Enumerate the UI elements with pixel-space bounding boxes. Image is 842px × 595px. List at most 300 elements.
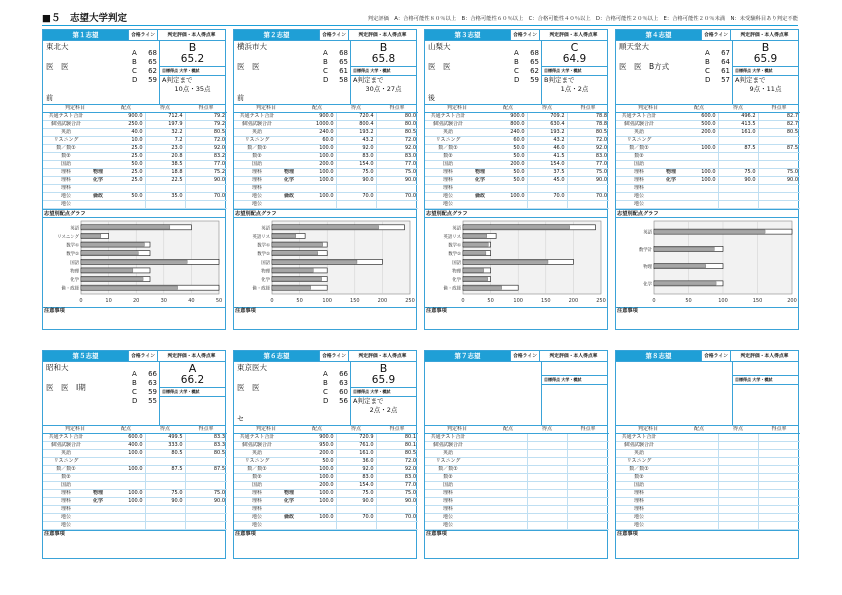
rate-cell (758, 161, 800, 169)
subsubject-cell: 物理 (280, 490, 298, 498)
rate-cell: 77.0 (376, 161, 418, 169)
points-cell: 950.0 (298, 442, 336, 450)
target-subhead: 目標得点 大学・模試 (351, 388, 416, 397)
points-cell: 25.0 (107, 145, 145, 153)
table-row (43, 137, 227, 145)
pass-line-label: 合格ライン (510, 351, 539, 361)
score-cell (145, 514, 185, 522)
points-cell: 600.0 (107, 434, 145, 442)
verdict-label: 判定評価・本人得点率 (157, 30, 225, 40)
bar-label: 化学 (452, 278, 461, 284)
table-row (43, 193, 227, 201)
score-cell (527, 506, 567, 514)
table-row (234, 466, 418, 474)
x-tick-label: 150 (541, 298, 551, 304)
score-cell: 154.0 (336, 482, 376, 490)
points-cell (680, 474, 718, 482)
points-cell (489, 498, 527, 506)
table-row (425, 458, 609, 466)
bar-label: 化学 (70, 278, 79, 284)
points-cell (298, 201, 336, 209)
judgement-box (732, 41, 798, 105)
pass-line-value: 62 (530, 67, 539, 75)
pass-line-value: 64 (721, 58, 730, 66)
rate-cell (758, 474, 800, 482)
score-cell (527, 185, 567, 193)
subsubject-cell (471, 129, 489, 137)
subsubject-cell (280, 153, 298, 161)
score-cell (718, 137, 758, 145)
rate-cell: 87.5 (185, 466, 227, 474)
subsubject-cell (471, 474, 489, 482)
subsubject-cell (89, 113, 107, 121)
department-name: 医 医 (237, 383, 260, 392)
table-row (234, 522, 418, 530)
subject-cell: 理科 (234, 169, 280, 177)
subject-cell: 共通テスト合計 (234, 434, 280, 442)
score-cell: 720.9 (336, 434, 376, 442)
subject-cell: 地公 (43, 522, 89, 530)
x-tick-label: 100 (513, 298, 523, 304)
points-cell: 100.0 (298, 514, 336, 522)
score-cell (145, 522, 185, 530)
points-cell: 25.0 (107, 169, 145, 177)
table-row (425, 145, 609, 153)
subject-cell: 個別試験合計 (616, 121, 662, 129)
pass-line-grade: B (514, 58, 519, 66)
subject-cell: 数／数① (616, 466, 662, 474)
bar-label: 数学② (257, 252, 270, 258)
subsubject-cell (471, 442, 489, 450)
table-row (616, 129, 800, 137)
bar-score (463, 269, 484, 272)
x-tick-label: 40 (188, 298, 195, 304)
points-needed: 1点・2点 (560, 85, 589, 93)
subsubject-cell (280, 482, 298, 490)
subsubject-cell: 倫政 (280, 193, 298, 201)
subsubject-cell (662, 185, 680, 193)
score-cell (718, 201, 758, 209)
subsubject-cell: 化学 (89, 177, 107, 185)
pass-line-value: 57 (721, 76, 730, 84)
score-bar-chart (425, 218, 607, 307)
rate-cell: 82.7 (758, 113, 800, 121)
pass-line-grade: B (323, 379, 328, 387)
rate-cell: 72.0 (376, 458, 418, 466)
table-row (234, 153, 418, 161)
next-grade-label: A判定まで (162, 76, 193, 84)
score-table (425, 426, 609, 530)
column-header: 配点 (298, 426, 336, 434)
subsubject-cell (280, 434, 298, 442)
bar-label: 国語 (70, 260, 79, 266)
table-row (616, 522, 800, 530)
pass-line-grade: B (705, 58, 710, 66)
rate-cell (758, 506, 800, 514)
score-cell: 75.0 (336, 490, 376, 498)
pass-line-row (514, 388, 539, 397)
rate-cell (758, 514, 800, 522)
points-cell: 240.0 (298, 129, 336, 137)
bar-score (81, 234, 101, 237)
subsubject-cell (662, 137, 680, 145)
table-header-row (616, 426, 800, 434)
score-cell: 23.0 (145, 145, 185, 153)
subject-cell: 英語 (234, 450, 280, 458)
bar-label: 物理 (261, 269, 270, 275)
rate-cell: 79.2 (185, 121, 227, 129)
rate-cell (185, 474, 227, 482)
x-tick-label: 200 (377, 298, 388, 304)
notes-heading: 注意事項 (425, 530, 607, 538)
score-cell (718, 466, 758, 474)
subject-cell: 英語 (425, 450, 471, 458)
score-cell (527, 498, 567, 506)
column-header: 得点 (145, 426, 185, 434)
table-row (425, 201, 609, 209)
university-name: 東京医大 (237, 363, 267, 372)
rate-cell (567, 434, 609, 442)
table-row (43, 522, 227, 530)
bar-label: 英語 (70, 226, 79, 232)
column-header: 得点 (527, 426, 567, 434)
rate-cell (567, 498, 609, 506)
score-cell (718, 506, 758, 514)
subsubject-cell (280, 161, 298, 169)
score-cell: 46.0 (527, 145, 567, 153)
points-cell: 900.0 (489, 113, 527, 121)
column-header: 得点 (527, 105, 567, 113)
subsubject-cell (280, 450, 298, 458)
x-tick-label: 0 (270, 298, 274, 304)
rate-cell: 70.0 (376, 514, 418, 522)
points-cell (680, 450, 718, 458)
points-cell: 100.0 (298, 466, 336, 474)
table-row (234, 113, 418, 121)
exam-schedule: 前 (46, 94, 53, 102)
rate-cell (758, 442, 800, 450)
subject-cell: 数／数① (43, 145, 89, 153)
points-cell: 100.0 (298, 193, 336, 201)
points-cell: 100.0 (680, 145, 718, 153)
table-header-row (234, 426, 418, 434)
table-row (43, 169, 227, 177)
subsubject-cell (280, 185, 298, 193)
card-summary (234, 362, 416, 426)
subsubject-cell (662, 193, 680, 201)
choice-rank: 第７志望 (425, 351, 510, 361)
score-cell (527, 442, 567, 450)
subject-cell: リスニング (425, 137, 471, 145)
points-cell: 100.0 (680, 169, 718, 177)
plot-area (272, 221, 410, 294)
subject-cell: リスニング (425, 458, 471, 466)
table-row (43, 201, 227, 209)
table-row (234, 161, 418, 169)
x-tick-label: 50 (215, 298, 223, 304)
page-header (42, 12, 798, 26)
score-table (43, 105, 227, 209)
university-name: 横浜市大 (237, 42, 267, 51)
subsubject-cell: 化学 (471, 177, 489, 185)
pass-line-row (705, 379, 730, 388)
pass-line-grade: C (132, 67, 137, 75)
rate-cell: 70.0 (185, 193, 227, 201)
choice-rank: 第５志望 (43, 351, 128, 361)
table-row (425, 434, 609, 442)
bar-score (272, 226, 379, 229)
column-header: 配点 (680, 426, 718, 434)
subsubject-cell (89, 482, 107, 490)
subsubject-cell: 化学 (280, 498, 298, 506)
score-value: 65.8 (351, 54, 416, 67)
rate-cell: 92.0 (376, 145, 418, 153)
score-cell (527, 450, 567, 458)
pass-line-row (323, 58, 348, 67)
pass-line-value: 55 (148, 397, 157, 405)
score-table (234, 426, 418, 530)
table-row (43, 514, 227, 522)
subject-cell: リスニング (234, 458, 280, 466)
points-cell (107, 506, 145, 514)
table-row (234, 145, 418, 153)
card-header (234, 351, 416, 362)
bar-label: 英語 (261, 226, 270, 232)
score-cell: 22.5 (145, 177, 185, 185)
rate-cell (376, 506, 418, 514)
verdict-label: 判定評価・本人得点率 (730, 351, 798, 361)
subsubject-cell: 化学 (662, 177, 680, 185)
bar-score (463, 234, 487, 237)
subsubject-cell: 倫政 (280, 514, 298, 522)
pass-line-value: 61 (339, 67, 348, 75)
bar-label: 化学 (261, 278, 270, 284)
table-row (43, 482, 227, 490)
pass-line-value: 60 (339, 388, 348, 396)
bar-label: 英語リス (443, 234, 461, 240)
table-row (425, 498, 609, 506)
column-header: 配点 (107, 105, 145, 113)
points-cell: 40.0 (107, 129, 145, 137)
points-needed: 2点・2点 (369, 406, 398, 414)
subject-cell: 理科 (616, 177, 662, 185)
subject-cell: 理科 (425, 185, 471, 193)
points-cell (107, 522, 145, 530)
table-row (43, 450, 227, 458)
score-cell: 83.0 (336, 153, 376, 161)
pass-line-label: 合格ライン (701, 351, 730, 361)
score-cell: 87.5 (718, 145, 758, 153)
judgement-box (159, 41, 225, 105)
subject-cell: 理科 (43, 185, 89, 193)
points-cell (680, 193, 718, 201)
pass-line-row (705, 76, 730, 85)
points-cell (680, 458, 718, 466)
pass-lines (132, 49, 157, 85)
pass-line-grade: C (705, 67, 710, 75)
pass-line-row (514, 397, 539, 406)
bar-label: 物理 (643, 265, 652, 271)
points-cell (298, 185, 336, 193)
notes-heading: 注意事項 (43, 530, 225, 538)
score-cell (718, 490, 758, 498)
pass-line-row (323, 67, 348, 76)
score-cell (527, 201, 567, 209)
table-row (234, 201, 418, 209)
table-header-row (425, 105, 609, 113)
score-cell: 38.5 (145, 161, 185, 169)
subject-cell: 英語 (616, 450, 662, 458)
table-row (43, 466, 227, 474)
score-cell: 92.0 (336, 466, 376, 474)
subsubject-cell (662, 145, 680, 153)
subsubject-cell (89, 514, 107, 522)
table-row (234, 450, 418, 458)
subject-cell: 数② (234, 153, 280, 161)
pass-line-value: 66 (148, 370, 157, 378)
notes-area (43, 538, 225, 558)
points-needed: 30点・27点 (365, 85, 402, 93)
points-cell: 100.0 (107, 490, 145, 498)
column-header: 配点 (680, 105, 718, 113)
verdict-label: 判定評価・本人得点率 (539, 30, 607, 40)
table-row (425, 474, 609, 482)
rate-cell: 75.0 (376, 490, 418, 498)
table-row (425, 121, 609, 129)
points-cell (680, 514, 718, 522)
subsubject-cell (662, 161, 680, 169)
score-cell (718, 482, 758, 490)
card-summary (616, 41, 798, 105)
column-header: 配点 (489, 426, 527, 434)
column-header: 判定科目 (234, 105, 298, 113)
rate-cell (185, 522, 227, 530)
score-cell: 161.0 (718, 129, 758, 137)
points-cell: 100.0 (298, 490, 336, 498)
bar-label: 倫・政経 (61, 286, 79, 292)
subsubject-cell (471, 466, 489, 474)
subject-cell: 国語 (616, 482, 662, 490)
points-cell (107, 482, 145, 490)
notes-area (616, 315, 798, 329)
target-subhead: 目標得点 大学・模試 (160, 388, 225, 397)
subsubject-cell (471, 201, 489, 209)
subject-cell: 地公 (425, 514, 471, 522)
column-header: 得点 (718, 105, 758, 113)
rate-cell (567, 185, 609, 193)
table-row (616, 161, 800, 169)
score-cell (718, 161, 758, 169)
bar-score (463, 286, 502, 289)
card-header (43, 30, 225, 41)
pass-line-row (514, 76, 539, 85)
subject-cell: 地公 (43, 514, 89, 522)
subsubject-cell (662, 129, 680, 137)
rate-cell (758, 466, 800, 474)
subsubject-cell (662, 514, 680, 522)
subject-cell: 共通テスト合計 (234, 113, 280, 121)
rate-cell (185, 458, 227, 466)
rate-cell: 80.1 (376, 434, 418, 442)
rate-cell (758, 193, 800, 201)
points-cell (680, 442, 718, 450)
score-bar-chart (616, 218, 798, 307)
pass-line-grade: B (132, 58, 137, 66)
score-cell (336, 506, 376, 514)
subject-cell: 地公 (425, 522, 471, 530)
bar-label: 物理 (452, 269, 461, 275)
pass-line-grade: C (323, 388, 328, 396)
subject-cell: リスニング (43, 137, 89, 145)
subject-cell: 国語 (43, 482, 89, 490)
subsubject-cell (280, 458, 298, 466)
pass-line-value: 63 (339, 379, 348, 387)
rate-cell (567, 450, 609, 458)
subject-cell: 数② (425, 153, 471, 161)
rate-cell: 90.0 (376, 177, 418, 185)
points-cell: 200.0 (298, 450, 336, 458)
table-row (425, 113, 609, 121)
points-cell: 50.0 (298, 458, 336, 466)
score-cell: 36.0 (336, 458, 376, 466)
score-value: 65.9 (351, 375, 416, 388)
x-tick-label: 50 (685, 298, 692, 304)
bar-score (272, 251, 318, 254)
bar-label: リスニング (57, 234, 79, 240)
rate-cell: 87.5 (758, 145, 800, 153)
table-row (234, 193, 418, 201)
points-cell (489, 434, 527, 442)
subject-cell: 理科 (616, 185, 662, 193)
points-cell: 200.0 (298, 482, 336, 490)
column-header: 得点率 (758, 426, 800, 434)
score-cell: 75.0 (145, 490, 185, 498)
points-cell: 100.0 (298, 145, 336, 153)
judgement-box (541, 362, 607, 426)
subsubject-cell (471, 450, 489, 458)
subsubject-cell (89, 458, 107, 466)
bar-score (81, 251, 138, 254)
table-row (234, 185, 418, 193)
score-cell (718, 193, 758, 201)
pass-line-row (705, 49, 730, 58)
score-cell (145, 482, 185, 490)
score-cell (527, 482, 567, 490)
pass-line-row (323, 397, 348, 406)
score-cell (718, 442, 758, 450)
pass-line-grade: A (323, 370, 328, 378)
subject-cell: 理科 (616, 490, 662, 498)
column-header: 得点率 (376, 426, 418, 434)
card-summary (425, 41, 607, 105)
score-graph (234, 218, 416, 307)
table-row (234, 458, 418, 466)
score-value: 65.2 (160, 54, 225, 67)
judgement-box (732, 362, 798, 426)
subject-cell: リスニング (616, 458, 662, 466)
points-cell (489, 201, 527, 209)
pass-lines (323, 49, 348, 85)
subject-cell: 個別試験合計 (616, 442, 662, 450)
score-value: 66.2 (160, 375, 225, 388)
subject-cell: 理科 (425, 169, 471, 177)
pass-line-value: 59 (148, 76, 157, 84)
score-cell: 20.8 (145, 153, 185, 161)
score-cell: 90.0 (145, 498, 185, 506)
column-header: 判定科目 (616, 105, 680, 113)
column-header: 配点 (107, 426, 145, 434)
score-cell (145, 185, 185, 193)
